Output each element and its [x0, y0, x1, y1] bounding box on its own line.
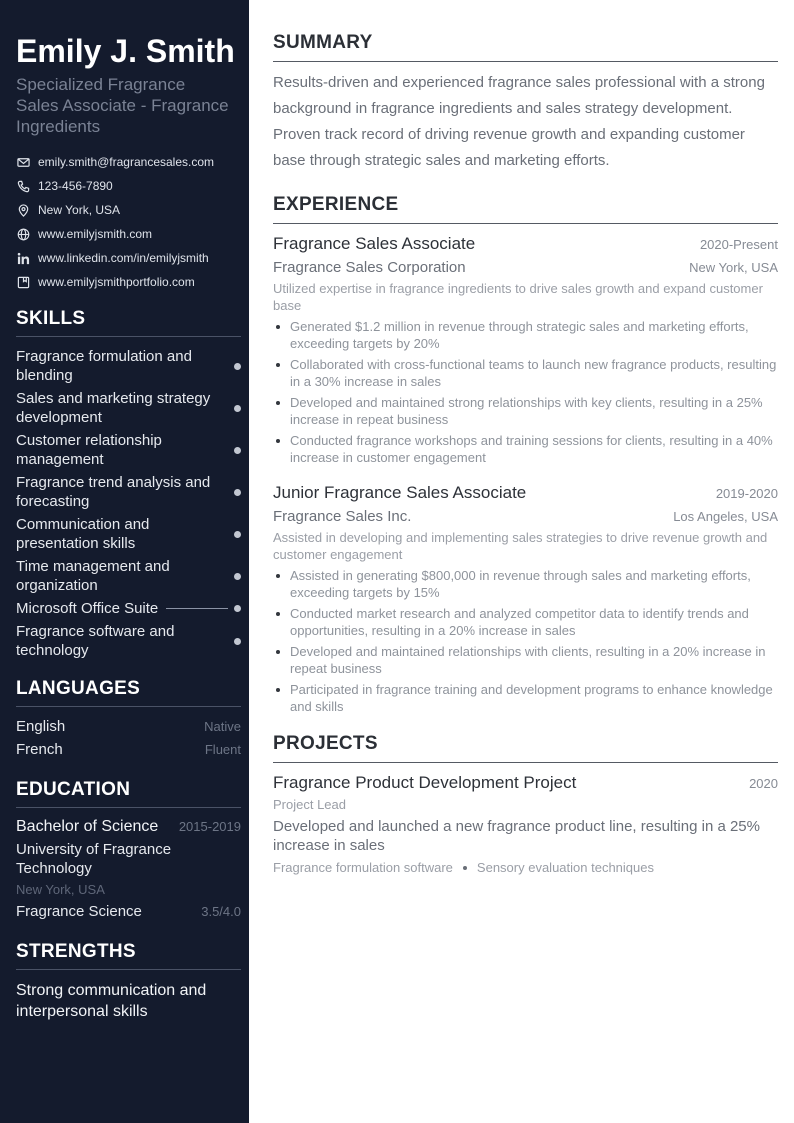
contact-location: [16, 198, 241, 222]
portfolio-icon: [16, 275, 30, 289]
job-bullet: Collaborated with cross-functional teams to launch new fragrance products, resulting in a 30% increase in sales: [273, 356, 778, 390]
job-description: Utilized expertise in fragrance ingredients to drive sales growth and expand customer base: [273, 281, 763, 313]
contact-email[interactable]: [16, 150, 241, 174]
job-bullets: [273, 318, 778, 466]
skill-level-dot: [234, 573, 241, 580]
skill-name: Sales and marketing strategy development: [16, 390, 211, 426]
job-company: Fragrance Sales Corporation: [273, 259, 466, 276]
summary-section: [273, 32, 778, 174]
education-section: [16, 779, 241, 921]
project-title: Fragrance Product Development Project: [273, 773, 577, 792]
job-bullet: Participated in fragrance training and development programs to enhance knowledge and skills: [273, 681, 778, 715]
skill-name: Time management and organization: [16, 558, 170, 594]
project-tags: [273, 860, 778, 875]
job-title: Fragrance Sales Associate: [273, 234, 476, 253]
contact-website[interactable]: [16, 222, 241, 246]
skill-item: [16, 597, 241, 620]
location-pin-icon: [16, 203, 30, 217]
linkedin-icon: [16, 251, 30, 265]
job-dates: 2019-2020: [715, 486, 778, 501]
skill-level-dot: [234, 489, 241, 496]
skill-item: [16, 555, 241, 597]
skill-item: [16, 429, 241, 471]
skill-name: Fragrance formulation and blending: [16, 348, 192, 384]
skill-level-dot: [234, 638, 241, 645]
project-header: [273, 772, 778, 794]
education-field: Fragrance Science: [16, 903, 142, 920]
education-gpa: 3.5/4.0: [201, 904, 241, 919]
job-company-row: [273, 255, 778, 278]
skill-level-dot: [234, 605, 241, 612]
job-bullet: Assisted in generating $800,000 in revenue through sales and marketing efforts, exceeding targets by 15%: [273, 567, 778, 601]
skill-item: [16, 387, 241, 429]
strengths-section: [16, 941, 241, 1022]
tag-separator-dot: [463, 866, 467, 870]
job-bullet: Conducted market research and analyzed competitor data to identify trends and opportunities, resulting in a 20% increase in sales: [273, 605, 778, 639]
projects-section: [273, 733, 778, 875]
summary-text: Results-driven and experienced fragrance sales professional with a strong background in fragrance ingredients and sales strategy development. Proven track record of driving revenue growth and expanding customer base through strategic sales and marketing efforts.: [273, 74, 765, 169]
project-role: Project Lead: [273, 797, 346, 812]
education-years: 2015-2019: [178, 819, 241, 834]
experience-heading: EXPERIENCE: [273, 194, 778, 224]
skill-item: [16, 513, 241, 555]
education-degree: Bachelor of Science: [16, 818, 159, 835]
job-company-row: [273, 504, 778, 527]
contact-location-text: New York, USA: [38, 203, 121, 217]
job-bullet: Developed and maintained relationships with clients, resulting in a 20% increase in repeat business: [273, 643, 778, 677]
project-description: Developed and launched a new fragrance product line, resulting in a 25% increase in sales: [273, 818, 760, 854]
skill-leader-line: [166, 608, 228, 609]
job-location: New York, USA: [689, 260, 778, 275]
education-location: New York, USA: [16, 882, 105, 897]
contact-linkedin-text: www.linkedin.com/in/emilyjsmith: [38, 251, 209, 265]
job-dates: 2020-Present: [699, 237, 778, 252]
skill-item: [16, 345, 241, 387]
project-tag: Sensory evaluation techniques: [476, 860, 654, 875]
contact-linkedin[interactable]: [16, 246, 241, 270]
candidate-name: Emily J. Smith: [16, 33, 235, 69]
job-entry: [273, 482, 778, 715]
language-item: [16, 738, 241, 761]
contact-phone[interactable]: [16, 174, 241, 198]
projects-heading: PROJECTS: [273, 733, 778, 763]
skill-item: [16, 620, 241, 662]
phone-icon: [16, 179, 30, 193]
globe-icon: [16, 227, 30, 241]
job-header: [273, 482, 778, 504]
job-entry: [273, 233, 778, 466]
sidebar: [0, 0, 249, 1123]
candidate-title: Specialized Fragrance Sales Associate - Fragrance Ingredients: [16, 75, 229, 136]
language-level: Native: [204, 719, 241, 734]
project-year: 2020: [749, 776, 778, 791]
skill-item: [16, 471, 241, 513]
language-level: Fluent: [204, 742, 241, 757]
job-bullet: Developed and maintained strong relationships with key clients, resulting in a 25% increase in repeat business: [273, 394, 778, 428]
language-name: French: [16, 741, 63, 758]
skill-name: Customer relationship management: [16, 432, 162, 468]
main-content: [273, 32, 778, 875]
job-header: [273, 233, 778, 255]
contact-portfolio-text: www.emilyjsmithportfolio.com: [38, 275, 195, 289]
language-item: [16, 715, 241, 738]
job-bullet: Conducted fragrance workshops and training sessions for clients, resulting in a 40% increase in customer engagement: [273, 432, 778, 466]
language-name: English: [16, 718, 66, 735]
skills-heading: SKILLS: [16, 308, 241, 337]
skills-section: [16, 308, 241, 662]
skill-name: Fragrance software and technology: [16, 623, 175, 659]
strength-item: Strong communication and interpersonal skills: [16, 982, 207, 1020]
contact-phone-text: 123-456-7890: [38, 179, 113, 193]
skill-level-dot: [234, 447, 241, 454]
job-bullet: Generated $1.2 million in revenue through strategic sales and marketing efforts, exceeding targets by 20%: [273, 318, 778, 352]
education-school: University of Fragrance Technology: [16, 841, 172, 877]
skill-name: Communication and presentation skills: [16, 516, 150, 552]
job-company: Fragrance Sales Inc.: [273, 508, 412, 525]
job-description: Assisted in developing and implementing sales strategies to drive revenue growth and customer engagement: [273, 530, 768, 562]
education-field-row: [16, 902, 241, 921]
skill-level-dot: [234, 363, 241, 370]
experience-section: [273, 194, 778, 715]
skill-level-dot: [234, 405, 241, 412]
languages-section: [16, 678, 241, 761]
project-entry: [273, 772, 778, 875]
project-tag: Fragrance formulation software: [273, 860, 453, 875]
skill-name: Fragrance trend analysis and forecasting: [16, 474, 211, 510]
education-heading: EDUCATION: [16, 779, 241, 808]
contact-email-text: emily.smith@fragrancesales.com: [38, 155, 215, 169]
skill-name: Microsoft Office Suite: [16, 600, 159, 617]
contact-website-text: www.emilyjsmith.com: [38, 227, 153, 241]
job-location: Los Angeles, USA: [673, 509, 778, 524]
summary-heading: SUMMARY: [273, 32, 778, 62]
job-title: Junior Fragrance Sales Associate: [273, 483, 527, 502]
mail-icon: [16, 155, 30, 169]
job-bullets: [273, 567, 778, 715]
skill-level-dot: [234, 531, 241, 538]
strengths-heading: STRENGTHS: [16, 941, 241, 970]
education-degree-row: [16, 816, 241, 838]
contact-portfolio[interactable]: [16, 270, 241, 294]
languages-heading: LANGUAGES: [16, 678, 241, 707]
contact-list: [16, 150, 241, 294]
